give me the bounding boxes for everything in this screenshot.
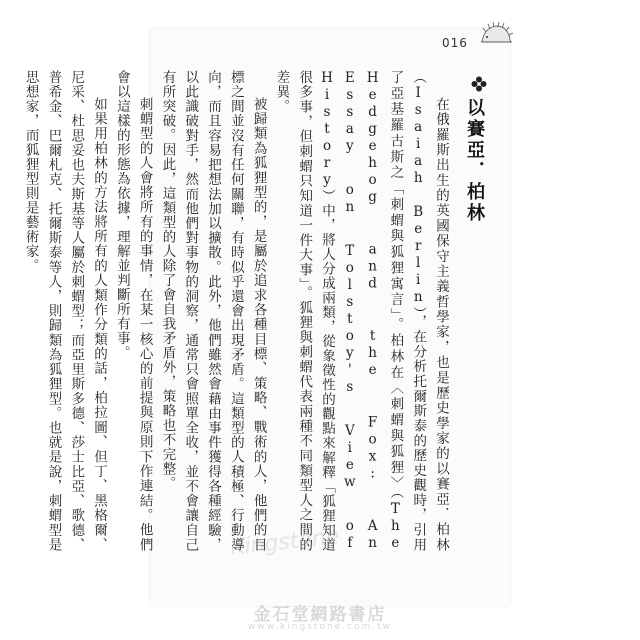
- body-text: [19, 70, 452, 552]
- four-dot-flower-icon: [471, 76, 487, 92]
- page-number: 016: [442, 36, 468, 50]
- watermark-url: www.kingstone.com.tw: [247, 622, 393, 632]
- watermark-store-name: 金石堂網路書店: [253, 605, 387, 625]
- paragraph: 刺蝟型的人會將所有的事情，在某一核心的前提與原則下作連結。他們會以這樣的形態為依據，理解並判斷所有事。: [113, 70, 153, 552]
- paragraph: 在俄羅斯出生的英國保守主義哲學家，也是歷史學家的以賽亞．柏林（Isaiah Berlin），在分析托爾斯泰的歷史觀時，引用了亞基羅古斯之「刺蝟與狐狸寓言」。柏林在〈刺蝟與狐狸〉（The Hedgehog and the Fox: An Essay on Tolstoy's View of History）中，將人分成兩類，從象徵性的觀點來解釋「狐狸知道很多事，但刺蝟只知道一件大事」。狐狸與刺蝟代表兩種不同類型人之間的差異。: [273, 70, 449, 552]
- hedgehog-icon: [478, 20, 514, 48]
- paragraph: 被歸類為狐狸型的，是屬於追求各種目標、策略、戰術的人，他們的目標之間並沒有任何關聯，有時似乎還會出現矛盾。這類型的人積極、行動導向，而且容易把想法加以擴散。此外，他們雖然會藉由事件獲得各種經驗，以此識破對手，然而他們對事物的洞察，通常只會照單全收，並不會讓自己有所突破。因此，這類型的人除了會自我矛盾外，策略也不完整。: [159, 70, 267, 552]
- watermark-mark: Kingstone: [228, 524, 341, 561]
- paragraph: 如果用柏林的方法將所有的人類作分類的話，柏拉圖、但丁、黑格爾、尼采、杜思妥也夫斯基等人屬於刺蝟型；而亞里斯多德、莎士比亞、歌德、普希金、巴爾札克、托爾斯泰等人，則歸類為狐狸型。也就是說，刺蝟型是思想家，而狐狸型則是藝術家。: [22, 70, 108, 552]
- section-title: 以賽亞．柏林: [464, 98, 485, 224]
